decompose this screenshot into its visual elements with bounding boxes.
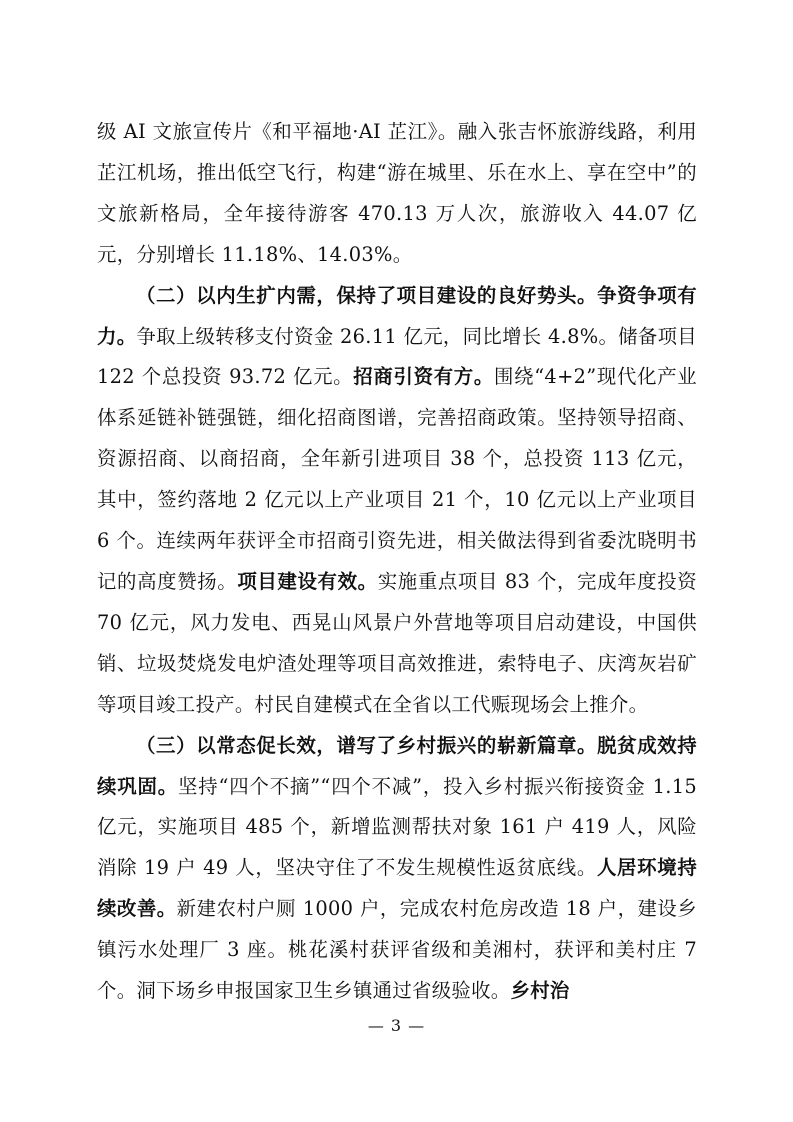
page-number: — 3 —: [367, 1016, 426, 1035]
subheading-project-effective: 项目建设有效。: [237, 569, 378, 593]
subheading-rural-governance: 乡村治: [510, 979, 570, 1003]
text-segment: 争取上级转移支付资金 26.11 亿元，同比增长 4.8%。储备项目 122 个总投资 93.72 亿元。: [97, 324, 697, 389]
paragraph-project-construction: [97, 276, 697, 726]
text-segment: 坚持“四个不摘”“四个不减”，投入乡村振兴衔接资金 1.15 亿元，实施项目 485 个，新增监测帮扶对象 161 户 419 人，风险消除 19 户 49 人，坚决守住了不发生规模性返贫底线。: [97, 774, 697, 880]
text-segment: 新建农村户厕 1000 户，完成农村危房改造 18 户，建设乡镇污水处理厂 3 座。桃花溪村获评省级和美湘村，获评和美村庄 7 个。洞下场乡申报国家卫生乡镇通过省级验收。: [97, 897, 698, 1003]
text-segment: 级 AI 文旅宣传片《和平福地·AI 芷江》。融入张吉怀旅游线路，利用芷江机场，推出低空飞行，构建“游在城里、乐在水上、享在空中”的文旅新格局，全年接待游客 470.13 万人次，旅游收入 44.07 亿元，分别增长 11.18%、14.03%。: [97, 120, 697, 266]
section-heading-2: （二）以内生扩内需，保持了项目建设的良好势头。争资争项有力。: [97, 283, 697, 348]
subheading-investment-attraction: 招商引资有方。: [353, 365, 495, 389]
section-heading-3: （三）以常态促长效，谱写了乡村振兴的崭新篇章。脱贫成效持续巩固。: [97, 733, 697, 798]
body-text: [97, 112, 697, 1012]
text-segment: 实施重点项目 83 个，完成年度投资 70 亿元，风力发电、西晃山风景户外营地等项目启动建设，中国供销、垃圾焚烧发电炉渣处理等项目高效推进，索特电子、庆湾灰岩矿等项目竣工投产。村民自建模式在全省以工代赈现场会上推介。: [97, 569, 697, 716]
paragraph-rural-revitalization: [97, 726, 697, 1012]
paragraph-tourism-continued: [97, 112, 697, 276]
subheading-living-environment: 人居环境持续改善。: [97, 856, 698, 921]
text-segment: 围绕“4+2”现代化产业体系延链补链强链，细化招商图谱，完善招商政策。坚持领导招商、资源招商、以商招商，全年新引进项目 38 个，总投资 113 亿元，其中，签约落地 2 亿元以上产业项目 21 个，10 亿元以上产业项目 6 个。连续两年获评全市招商引资先进，相关做法得到省委沈晓明书记的高度赞扬。: [97, 365, 697, 593]
